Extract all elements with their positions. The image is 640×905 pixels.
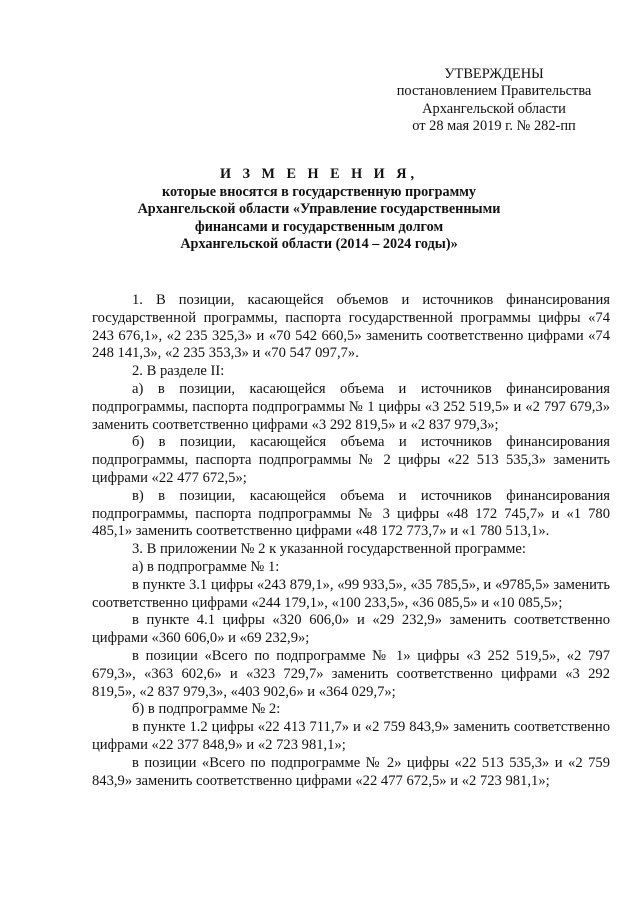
- paragraph-item-3: 3. В приложении № 2 к указанной государственной программе:: [132, 541, 526, 558]
- paragraph-point-4-1: в пункте 4.1 цифры «320 606,0» и «29 232,9» заменить соответственно цифрами «360 606,0» и «69 232,9»;: [92, 612, 610, 647]
- paragraph-total-subprogram-1: в позиции «Всего по подпрограмме № 1» цифры «3 252 519,5», «2 797 679,3», «363 602,6» и «323 729,7» заменить соответственно цифрами «3 292 819,5», «2 837 979,3», «403 902,6» и «364 029,7»;: [92, 647, 610, 700]
- paragraph-subitem-a: а) в позиции, касающейся объема и источников финансирования подпрограммы, паспорта подпрограммы № 1 цифры «3 252 519,5» и «2 797 679,3» заменить соответственно цифрами «3 292 819,5» и «2 837 979,3»;: [92, 380, 610, 433]
- title-heading: И З М Е Н Е Н И Я,: [219, 166, 419, 182]
- title-line: финансами и государственным долгом: [194, 218, 444, 235]
- paragraph-point-1-2: в пункте 1.2 цифры «22 413 711,7» и «2 759 843,9» заменить соответственно цифрами «22 377 848,9» и «2 723 981,1»;: [92, 719, 610, 753]
- paragraph-item-1: 1. В позиции, касающейся объемов и источников финансирования государственной программы, паспорта государственной программы цифры «74 243 676,1», «2 235 325,3» и «70 542 660,5» заменить соответственно цифрами «74 248 141,3», «2 235 353,3» и «70 547 097,7».: [92, 292, 610, 362]
- document-title: [88, 166, 550, 254]
- approval-region: Архангельской области: [422, 100, 566, 117]
- approval-date-number: от 28 мая 2019 г. № 282-пп: [412, 118, 576, 135]
- title-line: которые вносятся в государственную программу: [161, 183, 477, 200]
- paragraph-item-2: 2. В разделе II:: [132, 363, 225, 380]
- paragraph-subitem-b: б) в подпрограмме № 2:: [132, 701, 281, 718]
- paragraph-subitem-b: б) в позиции, касающейся объема и источников финансирования подпрограммы, паспорта подпрограммы № 2 цифры «22 513 535,3» заменить цифрами «22 477 672,5»;: [92, 434, 610, 486]
- paragraph-subitem-v: в) в позиции, касающейся объема и источников финансирования подпрограммы, паспорта подпрограммы № 3 цифры «48 172 745,7» и «1 780 485,1» заменить соответственно цифрами «48 172 773,7» и «1 780 513,1».: [92, 487, 610, 540]
- approval-heading: УТВЕРЖДЕНЫ: [444, 66, 544, 82]
- approval-authority: постановлением Правительства: [396, 83, 592, 100]
- paragraph-total-subprogram-2: в позиции «Всего по подпрограмме № 2» цифры «22 513 535,3» и «2 759 843,9» заменить соответственно цифрами «22 477 672,5» и «2 723 981,1»;: [92, 754, 610, 789]
- title-line: Архангельской области (2014 – 2024 годы)»: [180, 236, 458, 253]
- approval-stamp: [376, 66, 612, 136]
- paragraph-subitem-a: а) в подпрограмме № 1:: [132, 558, 280, 575]
- paragraph-point-3-1: в пункте 3.1 цифры «243 879,1», «99 933,5», «35 785,5», и «9785,5» заменить соответственно цифрами «244 179,1», «100 233,5», «36 085,5» и «10 085,5»;: [92, 576, 610, 611]
- title-line: Архангельской области «Управление государственными: [137, 201, 501, 218]
- document-body: [92, 292, 610, 790]
